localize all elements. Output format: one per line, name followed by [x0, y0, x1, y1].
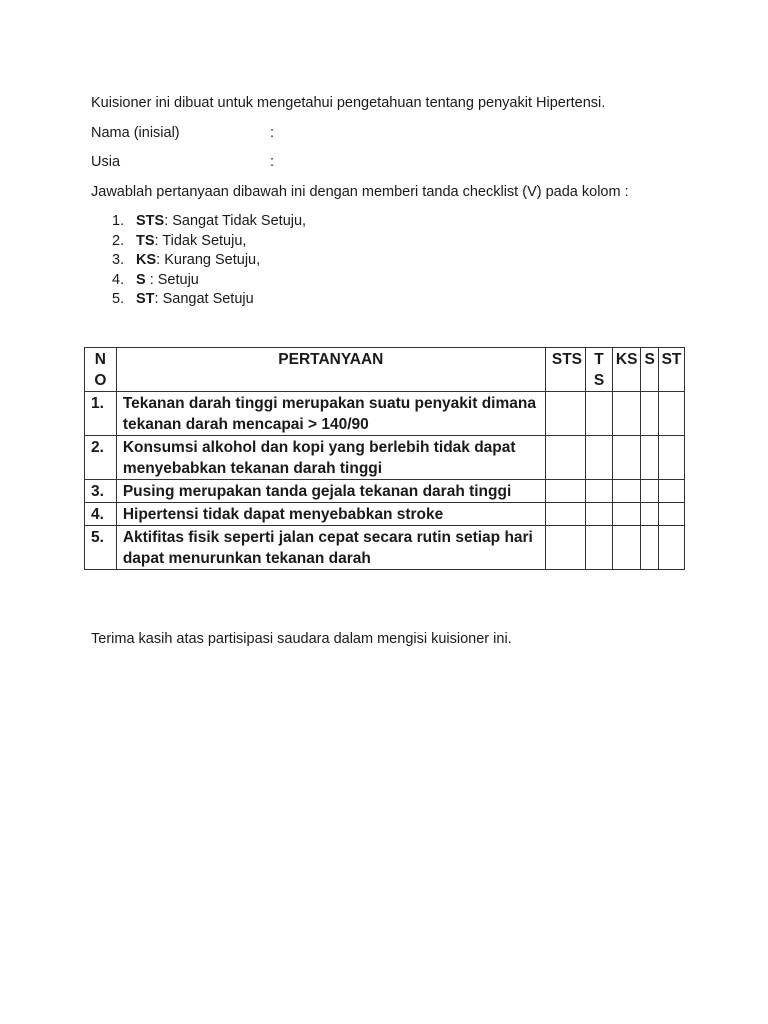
instruction-text: Jawablah pertanyaan dibawah ini dengan memberi tanda checklist (V) pada kolom : — [91, 184, 629, 200]
legend-text: : Kurang Setuju, — [156, 252, 261, 268]
table-row — [85, 436, 685, 480]
legend-text: : Sangat Tidak Setuju, — [164, 213, 307, 229]
row-number: 4. — [85, 503, 117, 526]
table-row — [85, 392, 685, 436]
answer-cell-ks[interactable] — [613, 436, 641, 480]
thank-you-text: Terima kasih atas partisipasi saudara dalam mengisi kuisioner ini. — [91, 631, 512, 647]
row-question: Aktifitas fisik seperti jalan cepat secara rutin setiap hari dapat menurunkan tekanan darah — [116, 526, 545, 570]
header-question: PERTANYAAN — [116, 348, 545, 392]
legend-code: ST — [136, 291, 155, 307]
answer-cell-st[interactable] — [659, 526, 685, 570]
legend-item — [112, 251, 306, 271]
answer-cell-sts[interactable] — [545, 480, 585, 503]
answer-cell-s[interactable] — [641, 392, 659, 436]
answer-cell-sts[interactable] — [545, 526, 585, 570]
row-number: 5. — [85, 526, 117, 570]
answer-cell-ts[interactable] — [585, 480, 612, 503]
row-question: Tekanan darah tinggi merupakan suatu penyakit dimana tekanan darah mencapai > 140/90 — [116, 392, 545, 436]
answer-cell-ts[interactable] — [585, 503, 612, 526]
answer-cell-ts[interactable] — [585, 526, 612, 570]
answer-cell-ts[interactable] — [585, 436, 612, 480]
legend-text: : Setuju — [145, 271, 199, 288]
row-question: Pusing merupakan tanda gejala tekanan darah tinggi — [116, 480, 545, 503]
intro-text: Kuisioner ini dibuat untuk mengetahui pengetahuan tentang penyakit Hipertensi. — [91, 95, 606, 111]
table-row — [85, 526, 685, 570]
header-s: S — [641, 348, 659, 392]
answer-cell-ts[interactable] — [585, 392, 612, 436]
legend-number: 4. — [112, 271, 125, 288]
row-question: Konsumsi alkohol dan kopi yang berlebih tidak dapat menyebabkan tekanan darah tinggi — [116, 436, 545, 480]
answer-cell-ks[interactable] — [613, 526, 641, 570]
legend-text: : Tidak Setuju, — [154, 232, 247, 249]
header-no — [85, 348, 117, 392]
row-number: 3. — [85, 480, 117, 503]
age-field-colon: : — [270, 154, 275, 170]
legend-number: 2. — [112, 232, 125, 249]
header-ts-line1: T — [594, 351, 604, 368]
answer-cell-sts[interactable] — [545, 436, 585, 480]
name-field — [91, 124, 391, 142]
legend-item — [112, 212, 306, 232]
header-st: ST — [659, 348, 685, 392]
legend-number: 5. — [112, 291, 125, 307]
answer-cell-s[interactable] — [641, 503, 659, 526]
row-number: 2. — [85, 436, 117, 480]
answer-cell-s[interactable] — [641, 436, 659, 480]
legend-item — [112, 290, 306, 310]
legend-number: 3. — [112, 252, 125, 268]
answer-cell-ks[interactable] — [613, 480, 641, 503]
legend-text: : Sangat Setuju — [154, 291, 254, 307]
answer-cell-sts[interactable] — [545, 392, 585, 436]
questionnaire-table — [84, 347, 685, 570]
header-no-line2: O — [94, 372, 107, 389]
answer-cell-s[interactable] — [641, 480, 659, 503]
legend-item — [112, 232, 306, 252]
legend-code: KS — [136, 252, 157, 268]
answer-cell-st[interactable] — [659, 436, 685, 480]
legend-code: STS — [136, 213, 165, 229]
table-header-row — [85, 348, 685, 392]
name-field-label: Nama (inisial) — [91, 125, 180, 141]
answer-cell-st[interactable] — [659, 392, 685, 436]
answer-cell-st[interactable] — [659, 503, 685, 526]
age-field — [91, 153, 391, 171]
legend-item — [112, 271, 306, 291]
answer-cell-st[interactable] — [659, 480, 685, 503]
row-question: Hipertensi tidak dapat menyebabkan stroke — [116, 503, 545, 526]
header-ks: KS — [613, 348, 641, 392]
table-row — [85, 503, 685, 526]
header-sts: STS — [545, 348, 585, 392]
answer-cell-sts[interactable] — [545, 503, 585, 526]
header-ts-line2: S — [593, 372, 605, 389]
legend-code: TS — [136, 232, 155, 249]
legend-number: 1. — [112, 213, 125, 229]
answer-legend — [112, 212, 306, 310]
row-number: 1. — [85, 392, 117, 436]
name-field-colon: : — [270, 125, 275, 141]
header-ts — [585, 348, 612, 392]
header-no-line1: N — [94, 351, 106, 368]
table-row — [85, 480, 685, 503]
answer-cell-ks[interactable] — [613, 503, 641, 526]
age-field-label: Usia — [91, 154, 121, 170]
answer-cell-s[interactable] — [641, 526, 659, 570]
answer-cell-ks[interactable] — [613, 392, 641, 436]
legend-code: S — [136, 271, 146, 288]
